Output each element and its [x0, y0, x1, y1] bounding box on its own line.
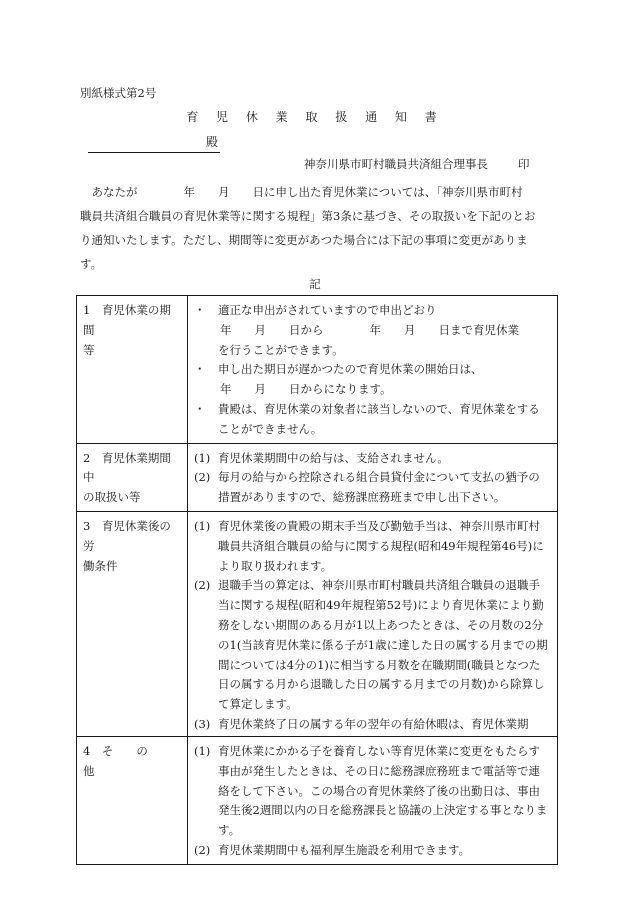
- section-heading-line: 等: [83, 342, 95, 357]
- list-item: (2) 毎月の給与から控除される組合員貸付金について支払の猶予の措置がありますので、総務課庶務班まで申し出下さい。: [194, 470, 540, 505]
- ki-heading: 記: [309, 277, 321, 291]
- seal-mark: 印: [518, 157, 530, 171]
- conditions-table: [76, 295, 558, 865]
- section-heading-line: 3 育児休業後の労: [83, 518, 171, 553]
- form-number: 別紙様式第2号: [80, 86, 157, 100]
- date-range-line: 年 月 日から 年 月 日まで育児休業: [220, 322, 519, 337]
- section-heading: [77, 443, 188, 511]
- document-title: 育 児 休 業 取 扱 通 知 書: [186, 110, 444, 124]
- section-heading: [77, 736, 188, 864]
- issuer-name: 神奈川県市町村職員共済組合理事長: [304, 157, 488, 171]
- list-item: ・ 申し出た期日が遅かつたので育児休業の開始日は、: [194, 362, 483, 377]
- section-body: [188, 296, 558, 444]
- list-item: を行うことができます。: [218, 342, 344, 357]
- table-row: [77, 511, 558, 736]
- date-start-line: 年 月 日からになります。: [220, 382, 392, 397]
- intro-paragraph: [80, 180, 558, 276]
- list-item: (3) 育児休業終了日の属する年の翌年の有給休暇は、育児休業期: [194, 716, 529, 731]
- list-item: ・ 貴殿は、育児休業の対象者に該当しないので、育児休業をすることができません。: [194, 401, 540, 436]
- intro-line: す。: [80, 257, 103, 271]
- intro-line: り通知いたします。ただし、期間等に変更があつた場合には下記の事項に変更がありま: [80, 233, 528, 247]
- table-row: [77, 443, 558, 511]
- intro-line: あなたが 年 月 日に申し出た育児休業については、「神奈川県市町村: [80, 185, 523, 199]
- list-item: (1) 育児休業にかかる子を養育しない等育児休業に変更をもたらす事由が発生したときは、その日に総務課庶務班まで電話等で連絡をして下さい。この場合の育児休業終了後の出勤日は、事由発生後2週間以内の日を総務課長と協議の上決定する事となります。: [194, 743, 548, 838]
- table-row: [77, 736, 558, 864]
- intro-line: 職員共済組合職員の育児休業等に関する規程」第3条に基づき、その取扱いを下記のとお: [80, 209, 536, 223]
- issuer-line: [304, 156, 530, 172]
- table-row: [77, 296, 558, 444]
- list-item: ・ 適正な申出がされていますので申出どおり: [194, 303, 437, 317]
- list-item: (1) 育児休業期間中の給与は、支給されません。: [194, 450, 449, 465]
- recipient-name-line: [88, 134, 220, 153]
- section-body: [188, 736, 558, 864]
- section-heading: [77, 296, 188, 444]
- section-heading-line: の取扱い等: [83, 490, 141, 505]
- section-body: [188, 443, 558, 511]
- list-item: (2) 退職手当の算定は、神奈川県市町村職員共済組合職員の退職手当に関する規程(昭和49年規程第52号)により育児休業により勤務をしない期間のある月が1以上あつたときは、その月数の2分の1(当該育児休業に係る子が1歳に達した日の属する月までの期間については4分の1)に相当する月数を在職期間(職員となつた日の属する月から退職した日の属する月までの月数)から除算して算定します。: [194, 578, 548, 712]
- honorific: 殿: [206, 135, 219, 149]
- section-heading-line: 2 育児休業期間中: [83, 450, 171, 485]
- list-item: (1) 育児休業後の貴殿の期末手当及び勤勉手当は、神奈川県市町村職員共済組合職員の給与に関する規程(昭和49年規程第46号)により取り扱われます。: [194, 518, 544, 573]
- section-body: [188, 511, 558, 736]
- section-heading-line: 1 育児休業の期間: [83, 303, 171, 337]
- section-heading-line: 働条件: [83, 558, 118, 573]
- section-heading: [77, 511, 188, 736]
- list-item: (2) 育児休業期間中も福利厚生施設を利用できます。: [194, 842, 471, 857]
- section-heading-line: 4 そ の 他: [83, 743, 171, 778]
